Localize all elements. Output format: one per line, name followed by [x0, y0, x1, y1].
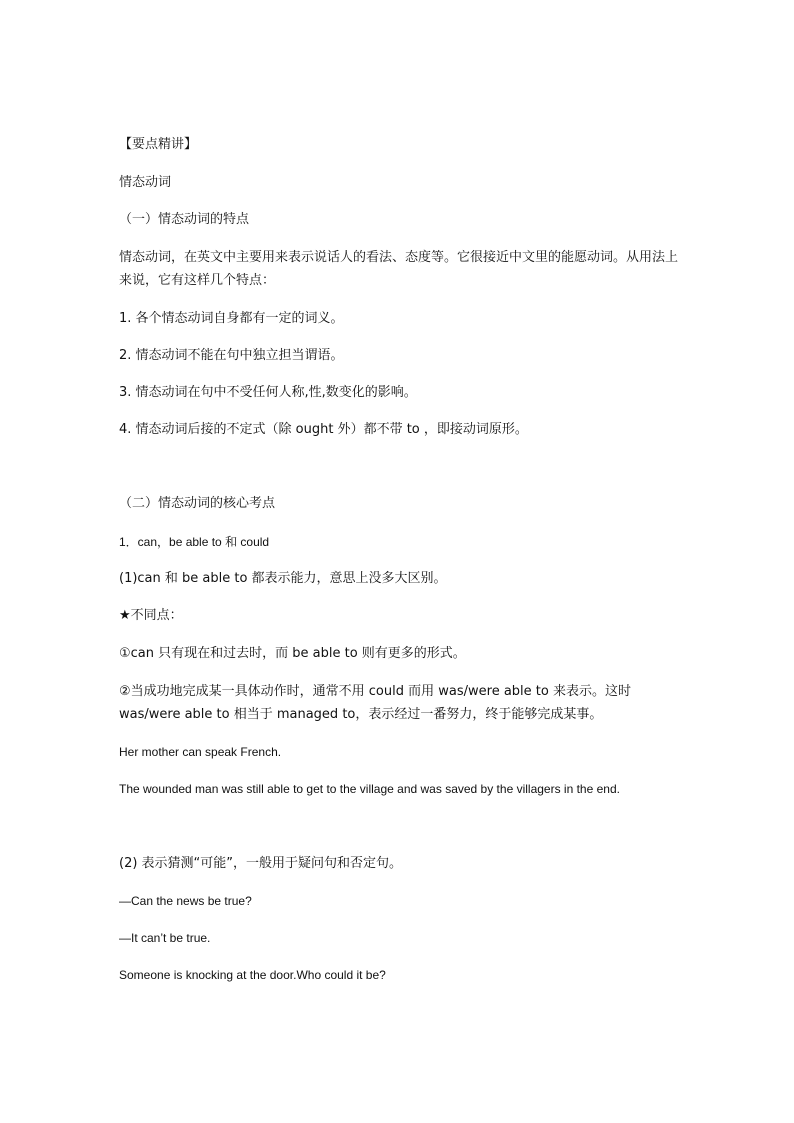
section-title-1: （一）情态动词的特点: [119, 212, 250, 227]
section-title-2: （二）情态动词的核心考点: [119, 496, 276, 511]
feature-point-3: 3. 情态动词在句中不受任何人称,性,数变化的影响。: [119, 385, 417, 400]
difference-label: ★不同点：: [119, 608, 183, 623]
difference-1: ①can 只有现在和过去时，而 be able to 则有更多的形式。: [119, 646, 466, 661]
topic-title: 情态动词: [119, 175, 172, 190]
item-1-paragraph: (1)can 和 be able to 都表示能力，意思上没多大区别。: [119, 571, 447, 586]
difference-2: ②当成功地完成某一具体动作时，通常不用 could 而用 was/were able to 来表示。这时 was/were able to 相当于 managed to，表示经过一番努力，终于能够完成某事。: [119, 684, 631, 722]
example-sentence-5: Someone is knocking at the door.Who could it be?: [119, 968, 386, 982]
example-sentence-3: —Can the news be true?: [119, 894, 252, 908]
item-2-title: (2) 表示猜测“可能”，一般用于疑问句和否定句。: [119, 856, 403, 871]
feature-point-1: 1. 各个情态动词自身都有一定的词义。: [119, 311, 344, 326]
example-sentence-4: —It can’t be true.: [119, 931, 211, 945]
example-sentence-2: The wounded man was still able to get to the village and was saved by the villagers in the end.: [119, 782, 620, 796]
feature-point-4: 4. 情态动词后接的不定式（除 ought 外）都不带 to ，即接动词原形。: [119, 422, 528, 437]
item-1-title: 1．can，be able to 和 could: [119, 535, 270, 549]
feature-point-2: 2. 情态动词不能在句中独立担当谓语。: [119, 348, 344, 363]
intro-paragraph: 情态动词，在英文中主要用来表示说话人的看法、态度等。它很接近中文里的能愿动词。从用法上来说，它有这样几个特点：: [119, 250, 679, 288]
example-sentence-1: Her mother can speak French.: [119, 745, 282, 759]
section-heading: 【要点精讲】: [119, 137, 198, 152]
